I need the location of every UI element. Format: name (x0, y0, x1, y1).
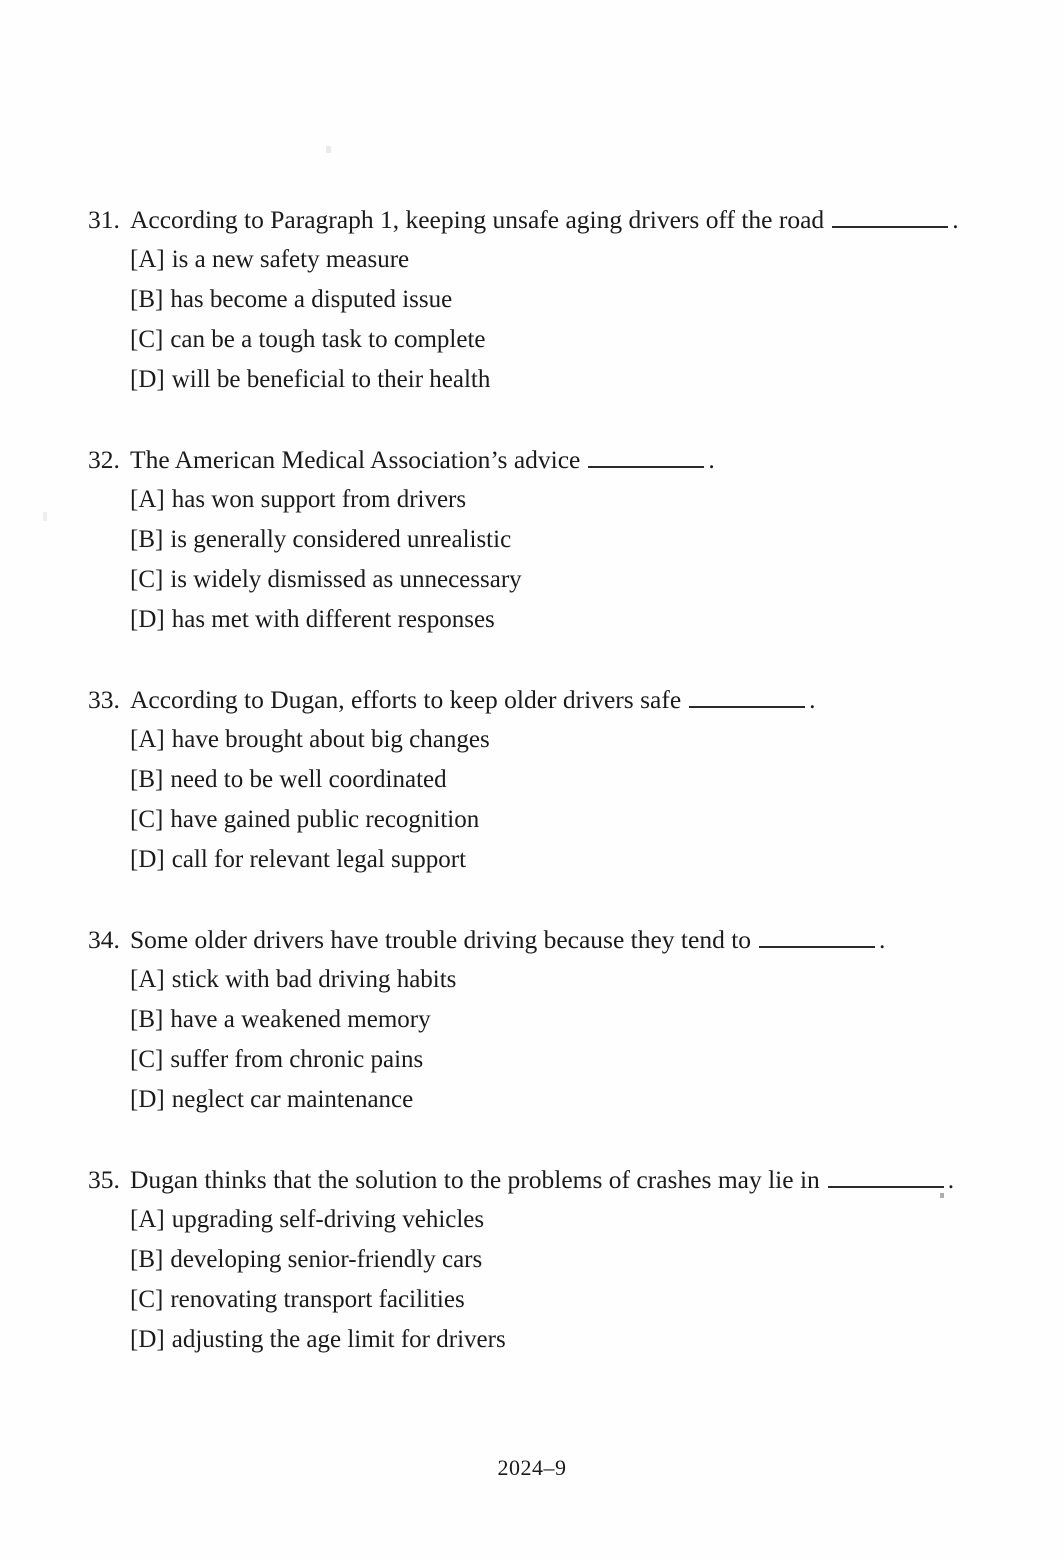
answer-option[interactable] (0, 280, 1064, 320)
option-text: need to be well coordinated (170, 766, 447, 793)
option-label: [C] (130, 566, 164, 593)
option-label: [D] (130, 1326, 165, 1353)
option-text: developing senior-friendly cars (170, 1246, 483, 1273)
question-stem-line (0, 680, 1064, 720)
option-label: [C] (130, 1286, 164, 1313)
option-text: has become a disputed issue (170, 286, 453, 313)
sentence-period: . (708, 445, 715, 474)
option-label: [A] (130, 486, 165, 513)
question-stem-line (0, 920, 1064, 960)
answer-option[interactable] (0, 1280, 1064, 1320)
question-stem-text: The American Medical Association’s advice (130, 445, 581, 474)
answer-option[interactable] (0, 760, 1064, 800)
question-stem-line (0, 440, 1064, 480)
option-text: is a new safety measure (171, 246, 410, 273)
answer-option[interactable] (0, 1000, 1064, 1040)
question-number: 35. (88, 1165, 120, 1194)
answer-option[interactable] (0, 1080, 1064, 1120)
answer-option[interactable] (0, 520, 1064, 560)
option-text: have a weakened memory (170, 1006, 431, 1033)
option-text: has met with different responses (171, 606, 495, 633)
answer-blank[interactable] (759, 928, 875, 948)
sentence-period: . (947, 1165, 955, 1194)
answer-blank[interactable] (689, 688, 805, 708)
question-stem-text: According to Paragraph 1, keeping unsafe aging drivers off the road (130, 205, 825, 234)
option-text: has won support from drivers (171, 486, 467, 513)
option-label: [D] (130, 366, 165, 393)
option-label: [B] (130, 286, 164, 313)
question-block (0, 440, 1064, 640)
answer-option[interactable] (0, 800, 1064, 840)
answer-option[interactable] (0, 560, 1064, 600)
answer-option[interactable] (0, 840, 1064, 880)
question-number: 33. (88, 685, 120, 714)
option-text: have gained public recognition (170, 806, 480, 833)
sentence-period: . (809, 685, 816, 714)
option-label: [B] (130, 526, 164, 553)
option-label: [C] (130, 326, 164, 353)
answer-blank[interactable] (832, 208, 948, 228)
option-text: is generally considered unrealistic (170, 526, 512, 553)
answer-option[interactable] (0, 720, 1064, 760)
page-footer: 2024–9 (497, 1455, 567, 1480)
option-label: [D] (130, 1086, 165, 1113)
answer-option[interactable] (0, 360, 1064, 400)
option-label: [D] (130, 846, 165, 873)
answer-option[interactable] (0, 480, 1064, 520)
answer-option[interactable] (0, 600, 1064, 640)
question-stem-line (0, 1160, 1064, 1200)
option-label: [B] (130, 1246, 164, 1273)
question-block (0, 680, 1064, 880)
option-text: renovating transport facilities (170, 1286, 465, 1313)
option-label: [A] (130, 726, 165, 753)
question-stem-text: Some older drivers have trouble driving because they tend to (130, 925, 752, 954)
question-block (0, 1160, 1064, 1360)
option-text: can be a tough task to complete (170, 326, 486, 353)
question-number: 32. (88, 445, 120, 474)
option-label: [C] (130, 806, 164, 833)
answer-option[interactable] (0, 320, 1064, 360)
answer-blank[interactable] (828, 1168, 944, 1188)
option-text: suffer from chronic pains (170, 1046, 424, 1073)
question-stem-line (0, 200, 1064, 240)
question-stem-text: Dugan thinks that the solution to the problems of crashes may lie in (130, 1165, 820, 1194)
option-text: upgrading self-driving vehicles (171, 1206, 485, 1233)
answer-option[interactable] (0, 1200, 1064, 1240)
option-text: adjusting the age limit for drivers (171, 1326, 506, 1353)
option-label: [C] (130, 1046, 164, 1073)
option-text: will be beneficial to their health (171, 366, 491, 393)
answer-option[interactable] (0, 960, 1064, 1000)
option-text: have brought about big changes (171, 726, 490, 753)
sentence-period: . (879, 925, 886, 954)
question-block (0, 200, 1064, 400)
option-text: stick with bad driving habits (171, 966, 457, 993)
option-label: [D] (130, 606, 165, 633)
option-label: [B] (130, 1006, 164, 1033)
option-label: [A] (130, 1206, 165, 1233)
sentence-period: . (952, 205, 959, 234)
question-block (0, 920, 1064, 1120)
answer-option[interactable] (0, 1240, 1064, 1280)
question-stem-text: According to Dugan, efforts to keep older drivers safe (130, 685, 682, 714)
option-label: [A] (130, 966, 165, 993)
option-text: is widely dismissed as unnecessary (170, 566, 522, 593)
question-number: 31. (88, 205, 120, 234)
option-label: [B] (130, 766, 164, 793)
option-label: [A] (130, 246, 165, 273)
answer-blank[interactable] (588, 448, 704, 468)
question-number: 34. (88, 925, 120, 954)
answer-option[interactable] (0, 240, 1064, 280)
answer-option[interactable] (0, 1320, 1064, 1360)
answer-option[interactable] (0, 1040, 1064, 1080)
option-text: call for relevant legal support (171, 846, 467, 873)
option-text: neglect car maintenance (171, 1086, 414, 1113)
